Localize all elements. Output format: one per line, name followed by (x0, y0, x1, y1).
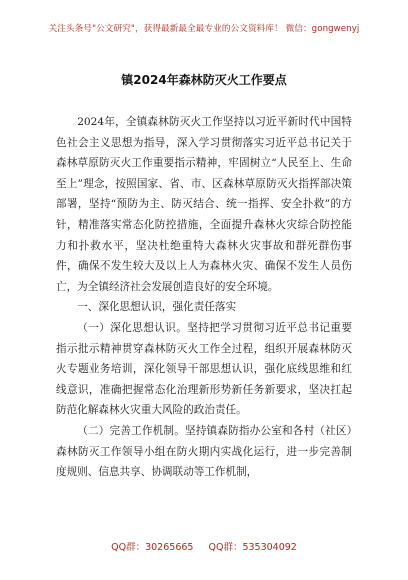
intro-paragraph: 2024年，全镇森林防灭火工作坚持以习近平新时代中国特色社会主义思想为指导，深入学习贯彻落实习近平总书记关于森林草原防灭火工作重要指示精神，牢固树立“人民至上、生命至上”理念，按照国家、省、市、区森林草原防灭火指挥部决策部署，坚持“预防为主、防灭结合、统一指挥、安全扑救”的方针，精准落实常态化防控措施，全面提升森林火灾综合防控能力和扑救水平，坚决杜绝重特大森林火灾事故和群死群伤事件，确保不发生较大及以上人为森林火灾、确保不发生人员伤亡，为全镇经济社会发展创造良好的安全环境。 (56, 116, 352, 293)
top-banner: 关注头条号"公文研究"，获得最新最全最专业的公文资料库！ 微信：gongwenyj (48, 24, 360, 34)
document-title: 镇2024年森林防灭火工作要点 (121, 73, 287, 87)
footer-qq-group-1: QQ群：30265665 (111, 542, 194, 553)
footer-qq-group-2: QQ群：535304092 (208, 542, 297, 553)
item-2-paragraph: （二）完善工作机制。坚持镇森防指办公室和各村（社区）森林防灭工作领导小组在防火期内实战化运行，进一步完善制度规则、信息共享、协调联动等工作机制， (56, 424, 352, 479)
item-1-paragraph: （一）深化思想认识。坚持把学习贯彻习近平总书记重要指示批示精神贯穿森林防灭火工作全过程，组织开展森林防灭火专题业务培训，深化领导干部思想认识，强化底线思维和红线意识，准确把握常态化治理新形势新任务新要求，坚决扛起防范化解森林火灾重大风险的政治责任。 (56, 321, 352, 417)
document-body (56, 112, 352, 483)
section-heading: 一、深化思想认识，强化责任落实 (77, 301, 237, 314)
bottom-footer (0, 539, 408, 553)
